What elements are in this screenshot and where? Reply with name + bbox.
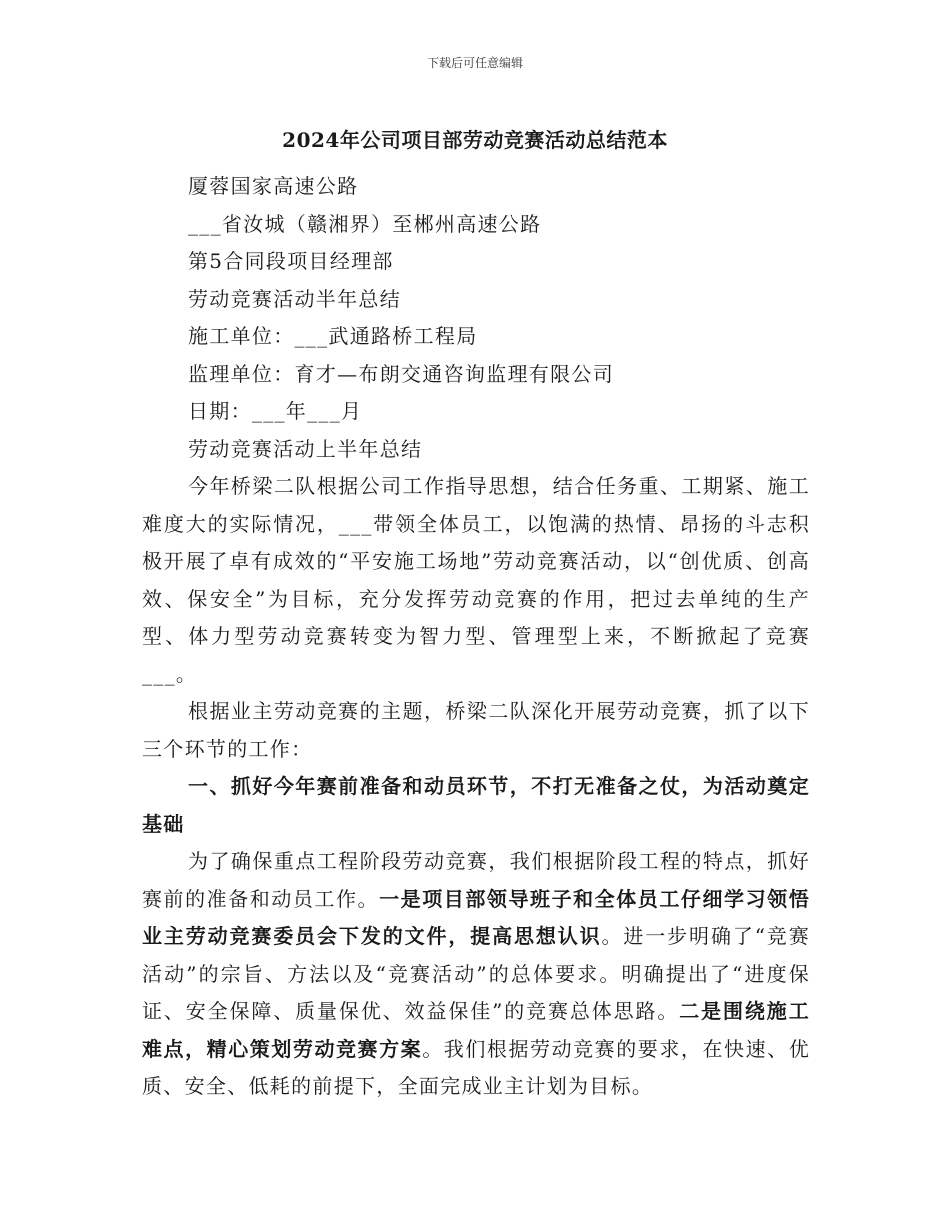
intro-line-construction-unit: 施工单位：___武通路桥工程局 xyxy=(188,324,478,348)
intro-line-route: ___省汝城（赣湘界）至郴州高速公路 xyxy=(188,211,542,236)
intro-line-date: 日期：___年___月 xyxy=(188,399,363,423)
intro-line-summary-heading: 劳动竞赛活动上半年总结 xyxy=(188,436,423,461)
section-heading-preparation: 一、抓好今年赛前准备和动员环节，不打无准备之仗，为活动奠定基础 xyxy=(142,774,810,836)
intro-line-supervision-unit: 监理单位：育才—布朗交通咨询监理有限公司 xyxy=(188,361,614,386)
paragraph-three-stages: 根据业主劳动竞赛的主题，桥梁二队深化开展劳动竞赛，抓了以下三个环节的工作： xyxy=(142,699,810,761)
paragraph-preparation-text-2: 。进一步明确了“竞赛活动”的宗旨、方法以及“竞赛活动”的总体要求。明确提出了“进度保证、安全保障、质量保优、效益保佳”的竞赛总体思路。 xyxy=(142,924,810,1023)
paragraph-preparation-details xyxy=(142,843,810,1106)
intro-line-highway: 厦蓉国家高速公路 xyxy=(188,174,359,198)
intro-line-report-title: 劳动竞赛活动半年总结 xyxy=(188,286,401,311)
paragraph-preparation-bold-2: 二是围绕施工难点，精心策划劳动竞赛方案 xyxy=(142,999,810,1061)
paragraph-preparation-text-1: 为了确保重点工程阶段劳动竞赛，我们根据阶段工程的特点，抓好赛前的准备和动员工作。 xyxy=(142,849,810,911)
document-body xyxy=(142,168,810,1106)
document-title: 2024年公司项目部劳动竞赛活动总结范本 xyxy=(282,128,668,152)
intro-line-contract-section: 第5合同段项目经理部 xyxy=(188,249,394,273)
page-header-note: 下载后可任意编辑 xyxy=(426,56,523,70)
paragraph-competition-overview: 今年桥梁二队根据公司工作指导思想，结合任务重、工期紧、施工难度大的实际情况，___带领全体员工，以饱满的热情、昂扬的斗志积极开展了卓有成效的“平安施工场地”劳动竞赛活动，以“创优质、创高效、保安全”为目标，充分发挥劳动竞赛的作用，把过去单纯的生产型、体力型劳动竞赛转变为智力型、管理型上来，不断掀起了竞赛___。 xyxy=(142,474,810,686)
paragraph-preparation-text-3: 。我们根据劳动竞赛的要求，在快速、优质、安全、低耗的前提下，全面完成业主计划为目标。 xyxy=(142,1036,810,1098)
paragraph-preparation-bold-1: 一是项目部领导班子和全体员工仔细学习领悟业主劳动竞赛委员会下发的文件，提高思想认识 xyxy=(142,886,810,948)
